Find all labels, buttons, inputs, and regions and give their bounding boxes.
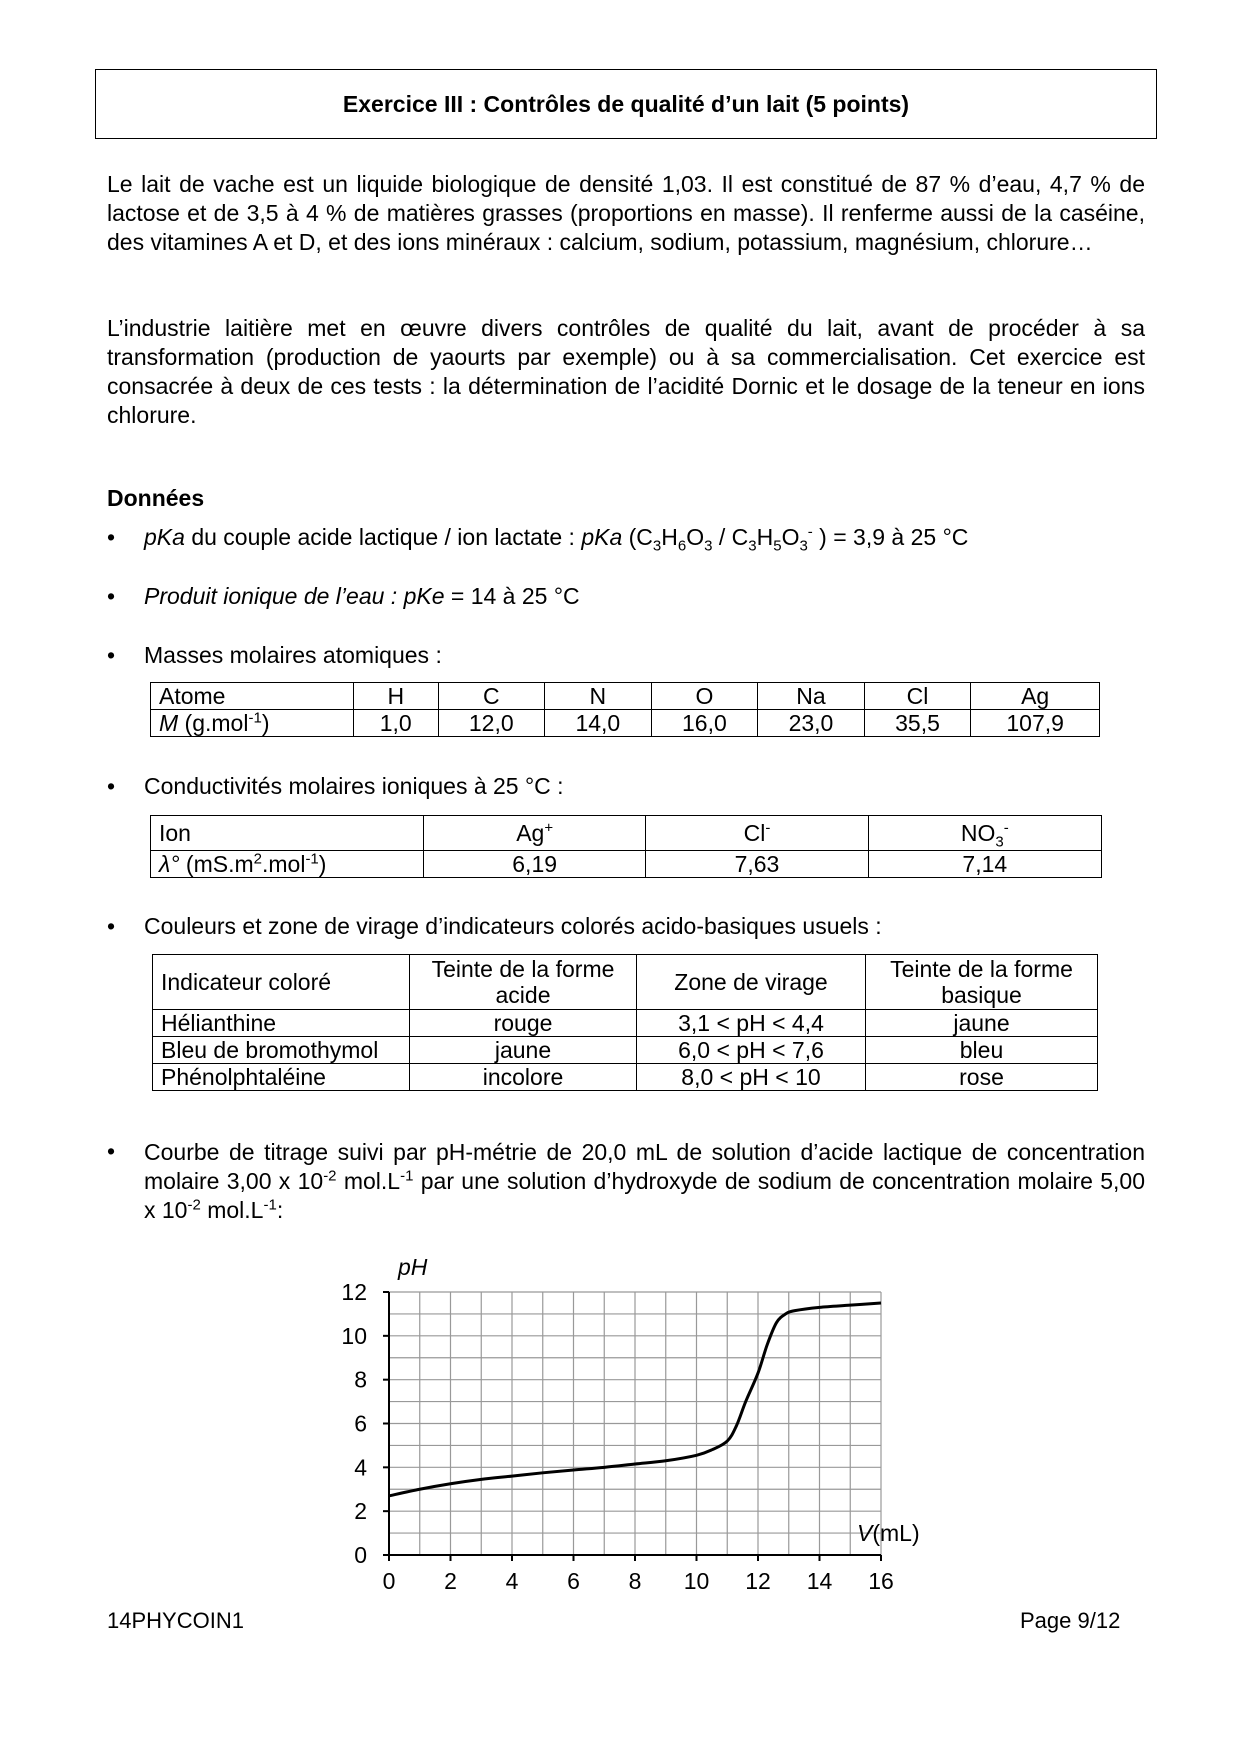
conductivity-text: Conductivités molaires ioniques à 25 °C : (144, 773, 564, 799)
x-tick-label: 16 (868, 1568, 894, 1594)
x-tick-label: 12 (745, 1568, 771, 1594)
table-cell: N (545, 683, 652, 710)
table-cell: 14,0 (545, 710, 652, 737)
table-cell: 107,9 (971, 710, 1100, 737)
table-cell: Ion (151, 816, 424, 851)
x-tick-label: 0 (382, 1568, 396, 1594)
exercise-title: Exercice III : Contrôles de qualité d’un lait (5 points) (95, 69, 1157, 139)
y-tick-label: 6 (354, 1410, 367, 1437)
table-cell: H (354, 683, 439, 710)
table-cell: 6,0 < pH < 7,6 (637, 1037, 866, 1064)
table-cell: rouge (410, 1010, 637, 1037)
table-cell: $NO_3^-$ (868, 816, 1101, 851)
pke-text: Produit ionique de l’eau : pKe = 14 à 25 °C (144, 583, 580, 609)
table-cell: 16,0 (651, 710, 758, 737)
indicators-text: Couleurs et zone de virage d’indicateurs colorés acido-basiques usuels : (144, 913, 882, 939)
table-cell: 35,5 (864, 710, 971, 737)
table-cell: 8,0 < pH < 10 (637, 1064, 866, 1091)
table-cell: Cl- (646, 816, 868, 851)
table-cell: Teinte de la forme basique (866, 955, 1098, 1010)
footer-code: 14PHYCOIN1 (107, 1608, 244, 1633)
page-number: Page 9/12 (1020, 1608, 1121, 1633)
table-cell: rose (866, 1064, 1098, 1091)
table-cell: Na (758, 683, 865, 710)
y-tick-label: 2 (354, 1498, 367, 1525)
x-tick-label: 8 (628, 1568, 642, 1594)
bullet-dot-icon: • (107, 642, 116, 668)
table-cell: Teinte de la forme acide (410, 955, 637, 1010)
masses-text: Masses molaires atomiques : (144, 642, 442, 668)
x-tick-label: 2 (444, 1568, 457, 1594)
table-cell: jaune (866, 1010, 1098, 1037)
table-cell: Atome (151, 683, 354, 710)
table-cell: M (g.mol$^{-1}$) (151, 710, 354, 737)
table-cell: Phénolphtaléine (153, 1064, 410, 1091)
table-cell: 1,0 (354, 710, 439, 737)
table-cell: jaune (410, 1037, 637, 1064)
x-axis-label: V(mL) (857, 1520, 920, 1546)
pka-text: pKa du couple acide lactique / ion lactate : pKa ($C_3H_6O_3 / C_3H_5O_3^-$ ) = 3,9 à 25 °C (144, 523, 969, 555)
bullet-dot-icon: • (107, 583, 116, 609)
table-cell: 7,63 (646, 851, 868, 878)
bullet-dot-icon: • (107, 524, 116, 550)
y-tick-label: 10 (341, 1322, 367, 1349)
table-cell: Ag+ (424, 816, 646, 851)
x-tick-label: 14 (806, 1568, 833, 1594)
table-cell: Cl (864, 683, 971, 710)
table-cell: 6,19 (424, 851, 646, 878)
x-tick-label: 4 (505, 1568, 519, 1594)
table-cell: Bleu de bromothymol (153, 1037, 410, 1064)
table-cell: O (651, 683, 758, 710)
y-axis-label: pH (398, 1254, 428, 1280)
intro-paragraph-2: L’industrie laitière met en œuvre divers contrôles de qualité du lait, avant de procéder à sa transformation (production de yaourts par exemple) ou à sa commercialisation. Cet exercice est consacrée à deux de ces tests : la détermination de l’acidité Dornic et le dosage de la teneur en ions chlorure. (107, 315, 1145, 428)
y-tick-label: 4 (354, 1454, 367, 1481)
table-cell: 7,14 (868, 851, 1101, 878)
table-cell: 12,0 (438, 710, 545, 737)
x-tick-label: 10 (683, 1568, 710, 1594)
table-cell: bleu (866, 1037, 1098, 1064)
table-cell: Ag (971, 683, 1100, 710)
bullet-dot-icon: • (107, 913, 116, 939)
intro-paragraph-1: Le lait de vache est un liquide biologique de densité 1,03. Il est constitué de 87 % d’eau, 4,7 % de lactose et de 3,5 à 4 % de matières grasses (proportions en masse). Il renferme aussi de la caséine, des vitamines A et D, et des ions minéraux : calcium, sodium, potassium, magnésium, chlorure… (107, 171, 1145, 255)
y-tick-label: 8 (354, 1366, 367, 1393)
table-cell: Indicateur coloré (153, 955, 410, 1010)
table-cell: Hélianthine (153, 1010, 410, 1037)
y-tick-label: 12 (341, 1279, 367, 1305)
table-cell: 23,0 (758, 710, 865, 737)
x-tick-label: 6 (567, 1568, 580, 1594)
donnees-heading: Données (107, 485, 205, 511)
table-cell: C (438, 683, 545, 710)
table-cell: 3,1 < pH < 4,4 (637, 1010, 866, 1037)
y-tick-label: 0 (354, 1542, 367, 1568)
table-cell: incolore (410, 1064, 637, 1091)
table-cell: Zone de virage (637, 955, 866, 1010)
bullet-dot-icon: • (107, 773, 116, 799)
table-cell: λ° $(mS.m^2.mol^{-1})$ (151, 851, 424, 878)
curve-description: Courbe de titrage suivi par pH-métrie de 20,0 mL de solution d’acide lactique de concentration molaire 3,00 x $10^{-2}$ $mol.L^{-1}$ par une solution d’hydroxyde de sodium de concentration molaire 5,00 x $10^{-2}$ $mol.L^{-1}$: (144, 1139, 1146, 1223)
bullet-dot-icon: • (107, 1138, 116, 1164)
